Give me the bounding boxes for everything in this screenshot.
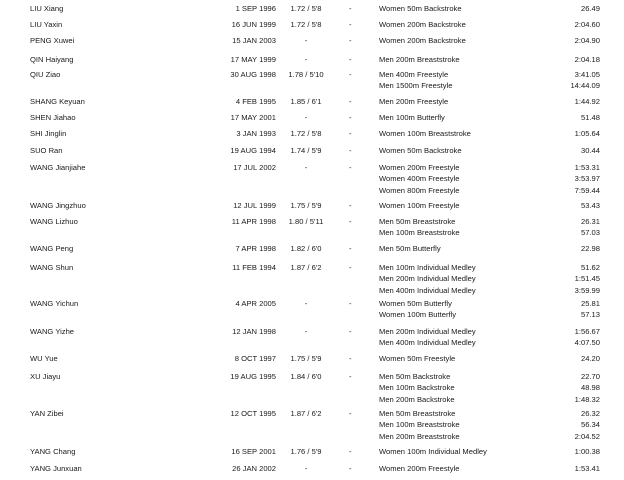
athlete-birth-date: 4 FEB 1995: [235, 97, 276, 106]
athlete-height-weight: 1.84 / 6'0: [290, 372, 322, 381]
event-name: Women 400m Freestyle: [379, 174, 460, 184]
athlete-placeholder-dash: -: [349, 299, 352, 308]
event-name: Men 400m Freestyle: [379, 70, 449, 79]
athlete-events: [379, 96, 600, 107]
event-time: 57.03: [580, 228, 600, 238]
athlete-birth-date: 26 JAN 2002: [232, 464, 276, 473]
event-time: 26.32: [580, 409, 600, 418]
event-name: Women 800m Freestyle: [379, 185, 460, 195]
athlete-height-weight: 1.87 / 6'2: [290, 263, 322, 272]
event-time: 48.98: [580, 383, 600, 393]
event-entry: [379, 54, 600, 65]
event-entry: [379, 243, 600, 254]
event-time: 56.34: [580, 420, 600, 430]
event-entry: [379, 337, 600, 348]
event-entry: [379, 200, 600, 211]
event-entry: [379, 185, 600, 196]
athlete-birth-date: 12 OCT 1995: [230, 409, 276, 418]
event-time: 22.70: [580, 372, 600, 381]
athlete-height-weight: 1.80 / 5'11: [288, 217, 324, 226]
event-name: Women 100m Breaststroke: [379, 129, 471, 138]
athlete-placeholder-dash: -: [349, 20, 352, 29]
athlete-name: WANG Lizhuo: [30, 217, 78, 226]
athlete-name: PENG Xuwei: [30, 36, 75, 45]
event-name: Men 200m Individual Medley: [379, 274, 476, 284]
event-entry: [379, 19, 600, 30]
event-name: Men 400m Individual Medley: [379, 285, 476, 295]
athlete-placeholder-dash: -: [349, 36, 352, 45]
event-entry: [379, 419, 600, 430]
athlete-name: WANG Yichun: [30, 299, 79, 308]
athlete-events: [379, 200, 600, 211]
athlete-events: [379, 326, 600, 349]
athlete-placeholder-dash: -: [349, 97, 352, 106]
event-entry: [379, 463, 600, 474]
event-name: Men 100m Breaststroke: [379, 228, 460, 238]
athlete-placeholder-dash: -: [349, 327, 352, 336]
event-entry: [379, 96, 600, 107]
event-name: Women 50m Freestyle: [379, 354, 456, 363]
athlete-birth-date: 3 JAN 1993: [236, 129, 276, 138]
athlete-height-weight: 1.82 / 6'0: [290, 244, 322, 253]
event-entry: [379, 273, 600, 284]
event-entry: [379, 216, 600, 227]
event-time: 26.49: [580, 4, 600, 13]
event-time: 1:48.32: [574, 394, 600, 404]
athlete-name: WANG Peng: [30, 244, 74, 253]
athlete-height-weight: 1.75 / 5'9: [290, 354, 322, 363]
athlete-height-weight: 1.75 / 5'9: [290, 201, 322, 210]
athlete-birth-date: 4 APR 2005: [235, 299, 276, 308]
athlete-height-weight: -: [304, 55, 308, 64]
athlete-placeholder-dash: -: [349, 464, 352, 473]
athlete-placeholder-dash: -: [349, 263, 352, 272]
athlete-events: [379, 35, 600, 46]
event-name: Women 50m Backstroke: [379, 146, 462, 155]
event-name: Men 200m Backstroke: [379, 394, 455, 404]
athlete-birth-date: 17 MAY 1999: [230, 55, 276, 64]
athlete-birth-date: 12 JUL 1999: [233, 201, 276, 210]
event-time: 53.43: [580, 201, 600, 210]
athlete-placeholder-dash: -: [349, 244, 352, 253]
athlete-name: SHANG Keyuan: [30, 97, 85, 106]
athlete-events: [379, 463, 600, 474]
event-entry: [379, 162, 600, 173]
event-time: 1:00.38: [574, 447, 600, 456]
athlete-height-weight: 1.85 / 6'1: [290, 97, 322, 106]
athlete-events: [379, 298, 600, 321]
athlete-name: YAN Zibei: [30, 409, 64, 418]
event-name: Men 100m Butterfly: [379, 113, 445, 122]
athlete-height-weight: -: [304, 299, 308, 308]
event-entry: [379, 431, 600, 442]
athlete-placeholder-dash: -: [349, 129, 352, 138]
athlete-placeholder-dash: -: [349, 113, 352, 122]
athlete-birth-date: 19 AUG 1994: [230, 146, 276, 155]
event-time: 1:05.64: [574, 129, 600, 138]
athlete-birth-date: 11 APR 1998: [231, 217, 276, 226]
event-name: Men 100m Backstroke: [379, 383, 455, 393]
event-time: 1:44.92: [574, 97, 600, 106]
athlete-birth-date: 17 MAY 2001: [230, 113, 276, 122]
event-name: Women 200m Freestyle: [379, 464, 460, 473]
athlete-events: [379, 216, 600, 239]
event-entry: [379, 394, 600, 405]
event-time: 2:04.52: [574, 431, 600, 441]
event-name: Men 200m Breaststroke: [379, 55, 460, 64]
athlete-height-weight: 1.72 / 5'8: [290, 20, 322, 29]
athlete-name: WANG Yizhe: [30, 327, 75, 336]
event-name: Men 50m Breaststroke: [379, 409, 456, 418]
event-name: Men 50m Breaststroke: [379, 217, 456, 226]
athlete-events: [379, 3, 600, 14]
event-name: Women 200m Freestyle: [379, 163, 460, 172]
event-time: 22.98: [580, 244, 600, 253]
event-name: Women 100m Freestyle: [379, 201, 460, 210]
athlete-placeholder-dash: -: [349, 55, 352, 64]
athlete-birth-date: 8 OCT 1997: [234, 354, 276, 363]
event-entry: [379, 353, 600, 364]
event-time: 2:04.60: [574, 20, 600, 29]
athlete-placeholder-dash: -: [349, 354, 352, 363]
athlete-events: [379, 353, 600, 364]
athlete-birth-date: 1 SEP 1996: [235, 4, 276, 13]
athlete-height-weight: 1.72 / 5'8: [290, 4, 322, 13]
athlete-height-weight: -: [304, 163, 308, 172]
athlete-name: QIN Haiyang: [30, 55, 74, 64]
event-entry: [379, 382, 600, 393]
athlete-height-weight: -: [304, 464, 308, 473]
event-entry: [379, 128, 600, 139]
event-entry: [379, 285, 600, 296]
event-time: 2:04.90: [574, 36, 600, 45]
event-time: 1:53.41: [574, 464, 600, 473]
event-name: Women 200m Backstroke: [379, 36, 466, 45]
event-entry: [379, 112, 600, 123]
event-entry: [379, 227, 600, 238]
athlete-placeholder-dash: -: [349, 372, 352, 381]
event-entry: [379, 80, 600, 91]
athlete-name: WANG Jingzhuo: [30, 201, 86, 210]
athlete-height-weight: -: [304, 113, 308, 122]
athlete-events: [379, 371, 600, 405]
athlete-birth-date: 16 SEP 2001: [231, 447, 276, 456]
event-time: 26.31: [580, 217, 600, 226]
athlete-name: SUO Ran: [30, 146, 63, 155]
athlete-name: WU Yue: [30, 354, 58, 363]
event-name: Men 50m Backstroke: [379, 372, 451, 381]
event-time: 1:56.67: [574, 327, 600, 336]
athlete-events: [379, 162, 600, 196]
athlete-birth-date: 15 JAN 2003: [232, 36, 276, 45]
athlete-events: [379, 243, 600, 254]
event-time: 51.62: [580, 263, 600, 272]
athlete-placeholder-dash: -: [349, 409, 352, 418]
event-name: Men 200m Freestyle: [379, 97, 449, 106]
athlete-events: [379, 408, 600, 442]
athlete-events: [379, 69, 600, 92]
event-name: Women 100m Butterfly: [379, 310, 457, 320]
event-time: 30.44: [580, 146, 600, 155]
athlete-events: [379, 112, 600, 123]
athlete-events: [379, 145, 600, 156]
event-time: 57.13: [580, 310, 600, 320]
event-name: Women 200m Backstroke: [379, 20, 466, 29]
athlete-birth-date: 19 AUG 1995: [230, 372, 276, 381]
event-time: 2:04.18: [574, 55, 600, 64]
athlete-name: QIU Ziao: [30, 70, 61, 79]
athlete-height-weight: -: [304, 36, 308, 45]
athlete-height-weight: 1.74 / 5'9: [290, 146, 322, 155]
event-time: 3:53.97: [574, 174, 600, 184]
athlete-height-weight: 1.78 / 5'10: [288, 70, 324, 79]
athlete-placeholder-dash: -: [349, 201, 352, 210]
athlete-name: SHEN Jiahao: [30, 113, 76, 122]
athlete-name: YANG Junxuan: [30, 464, 82, 473]
event-name: Women 50m Butterfly: [379, 299, 452, 308]
event-entry: [379, 408, 600, 419]
event-name: Women 50m Backstroke: [379, 4, 462, 13]
event-name: Men 100m Individual Medley: [379, 263, 476, 272]
athlete-placeholder-dash: -: [349, 4, 352, 13]
athlete-name: LIU Xiang: [30, 4, 64, 13]
event-name: Men 100m Breaststroke: [379, 420, 460, 430]
event-name: Women 100m Individual Medley: [379, 447, 487, 456]
event-time: 7:59.44: [574, 185, 600, 195]
athlete-name: LIU Yaxin: [30, 20, 63, 29]
event-entry: [379, 35, 600, 46]
athlete-birth-date: 17 JUL 2002: [233, 163, 276, 172]
athlete-birth-date: 11 FEB 1994: [232, 263, 276, 272]
athlete-placeholder-dash: -: [349, 70, 352, 79]
event-name: Men 1500m Freestyle: [379, 81, 453, 91]
athlete-placeholder-dash: -: [349, 217, 352, 226]
event-time: 1:53.31: [574, 163, 600, 172]
athlete-birth-date: 16 JUN 1999: [231, 20, 276, 29]
event-time: 25.81: [580, 299, 600, 308]
athlete-name: WANG Jianjiahe: [30, 163, 86, 172]
event-time: 24.20: [580, 354, 600, 363]
event-entry: [379, 326, 600, 337]
event-entry: [379, 371, 600, 382]
athlete-name: XU Jiayu: [30, 372, 61, 381]
athlete-placeholder-dash: -: [349, 163, 352, 172]
athlete-events: [379, 54, 600, 65]
athlete-name: YANG Chang: [30, 447, 76, 456]
event-entry: [379, 262, 600, 273]
event-time: 3:41.05: [574, 70, 600, 79]
event-name: Men 200m Breaststroke: [379, 431, 460, 441]
event-time: 4:07.50: [574, 338, 600, 348]
event-time: 3:59.99: [574, 285, 600, 295]
event-name: Men 400m Individual Medley: [379, 338, 476, 348]
athlete-events: [379, 128, 600, 139]
event-entry: [379, 3, 600, 14]
event-time: 1:51.45: [574, 274, 600, 284]
event-name: Men 200m Individual Medley: [379, 327, 476, 336]
event-entry: [379, 69, 600, 80]
athlete-height-weight: 1.72 / 5'8: [290, 129, 322, 138]
athlete-name: WANG Shun: [30, 263, 74, 272]
athlete-events: [379, 19, 600, 30]
athlete-height-weight: 1.76 / 5'9: [290, 447, 322, 456]
athlete-birth-date: 30 AUG 1998: [230, 70, 276, 79]
event-entry: [379, 309, 600, 320]
event-time: 14:44.09: [570, 81, 600, 91]
athlete-birth-date: 12 JAN 1998: [232, 327, 276, 336]
athlete-height-weight: 1.87 / 6'2: [290, 409, 322, 418]
athlete-height-weight: -: [304, 327, 308, 336]
event-entry: [379, 173, 600, 184]
event-entry: [379, 298, 600, 309]
event-entry: [379, 446, 600, 457]
event-time: 51.48: [580, 113, 600, 122]
event-name: Men 50m Butterfly: [379, 244, 441, 253]
athlete-name: SHI Jinglin: [30, 129, 67, 138]
event-entry: [379, 145, 600, 156]
athlete-events: [379, 446, 600, 457]
athlete-placeholder-dash: -: [349, 146, 352, 155]
athlete-birth-date: 7 APR 1998: [235, 244, 276, 253]
athlete-placeholder-dash: -: [349, 447, 352, 456]
athlete-events: [379, 262, 600, 296]
